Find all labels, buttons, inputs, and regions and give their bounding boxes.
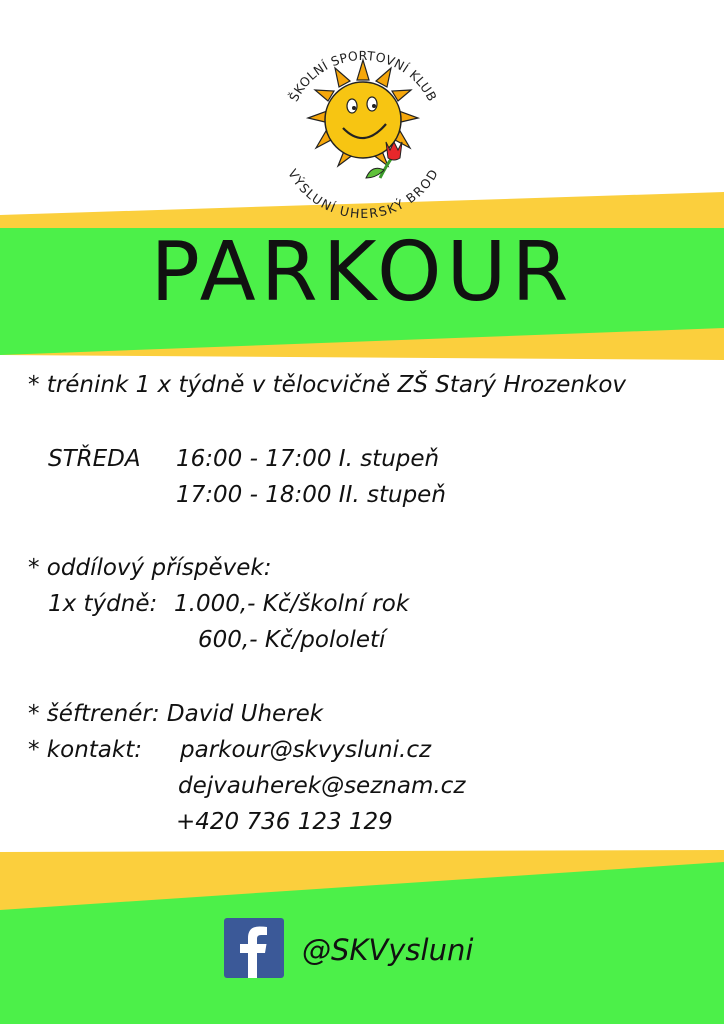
coach-line: * šéftrenér: David Uherek xyxy=(28,701,324,727)
contact-email-1[interactable]: parkour@skvysluni.cz xyxy=(180,737,432,763)
page-title: PARKOUR xyxy=(150,225,574,320)
sun-icon xyxy=(308,60,418,166)
svg-text:VÝSLUNÍ UHERSKÝ BROD xyxy=(285,166,441,218)
facebook-handle[interactable]: @SKVysluni xyxy=(302,933,474,967)
fee-heading: * oddílový příspěvek: xyxy=(28,555,272,581)
contact-email-2[interactable]: dejvauherek@seznam.cz xyxy=(178,773,466,799)
training-slot-2: 17:00 - 18:00 II. stupeň xyxy=(176,482,446,508)
fee-year: 1.000,- Kč/školní rok xyxy=(174,591,410,617)
fee-half: 600,- Kč/pololetí xyxy=(198,627,386,653)
contact-label: * kontakt: xyxy=(28,737,142,763)
contact-phone[interactable]: +420 736 123 129 xyxy=(176,809,393,835)
training-slot-1: 16:00 - 17:00 I. stupeň xyxy=(176,446,440,472)
training-day: STŘEDA xyxy=(48,446,141,472)
facebook-icon[interactable] xyxy=(224,918,284,978)
fee-label: 1x týdně: xyxy=(48,591,158,617)
training-line: * trénink 1 x týdně v tělocvičně ZŠ Starý Hrozenkov xyxy=(28,372,627,398)
logo-text-top: ŠKOLNÍ SPORTOVNÍ KLUB xyxy=(285,47,441,104)
logo-text-bottom: VÝSLUNÍ UHERSKÝ BROD xyxy=(285,166,441,218)
club-logo xyxy=(268,38,458,218)
